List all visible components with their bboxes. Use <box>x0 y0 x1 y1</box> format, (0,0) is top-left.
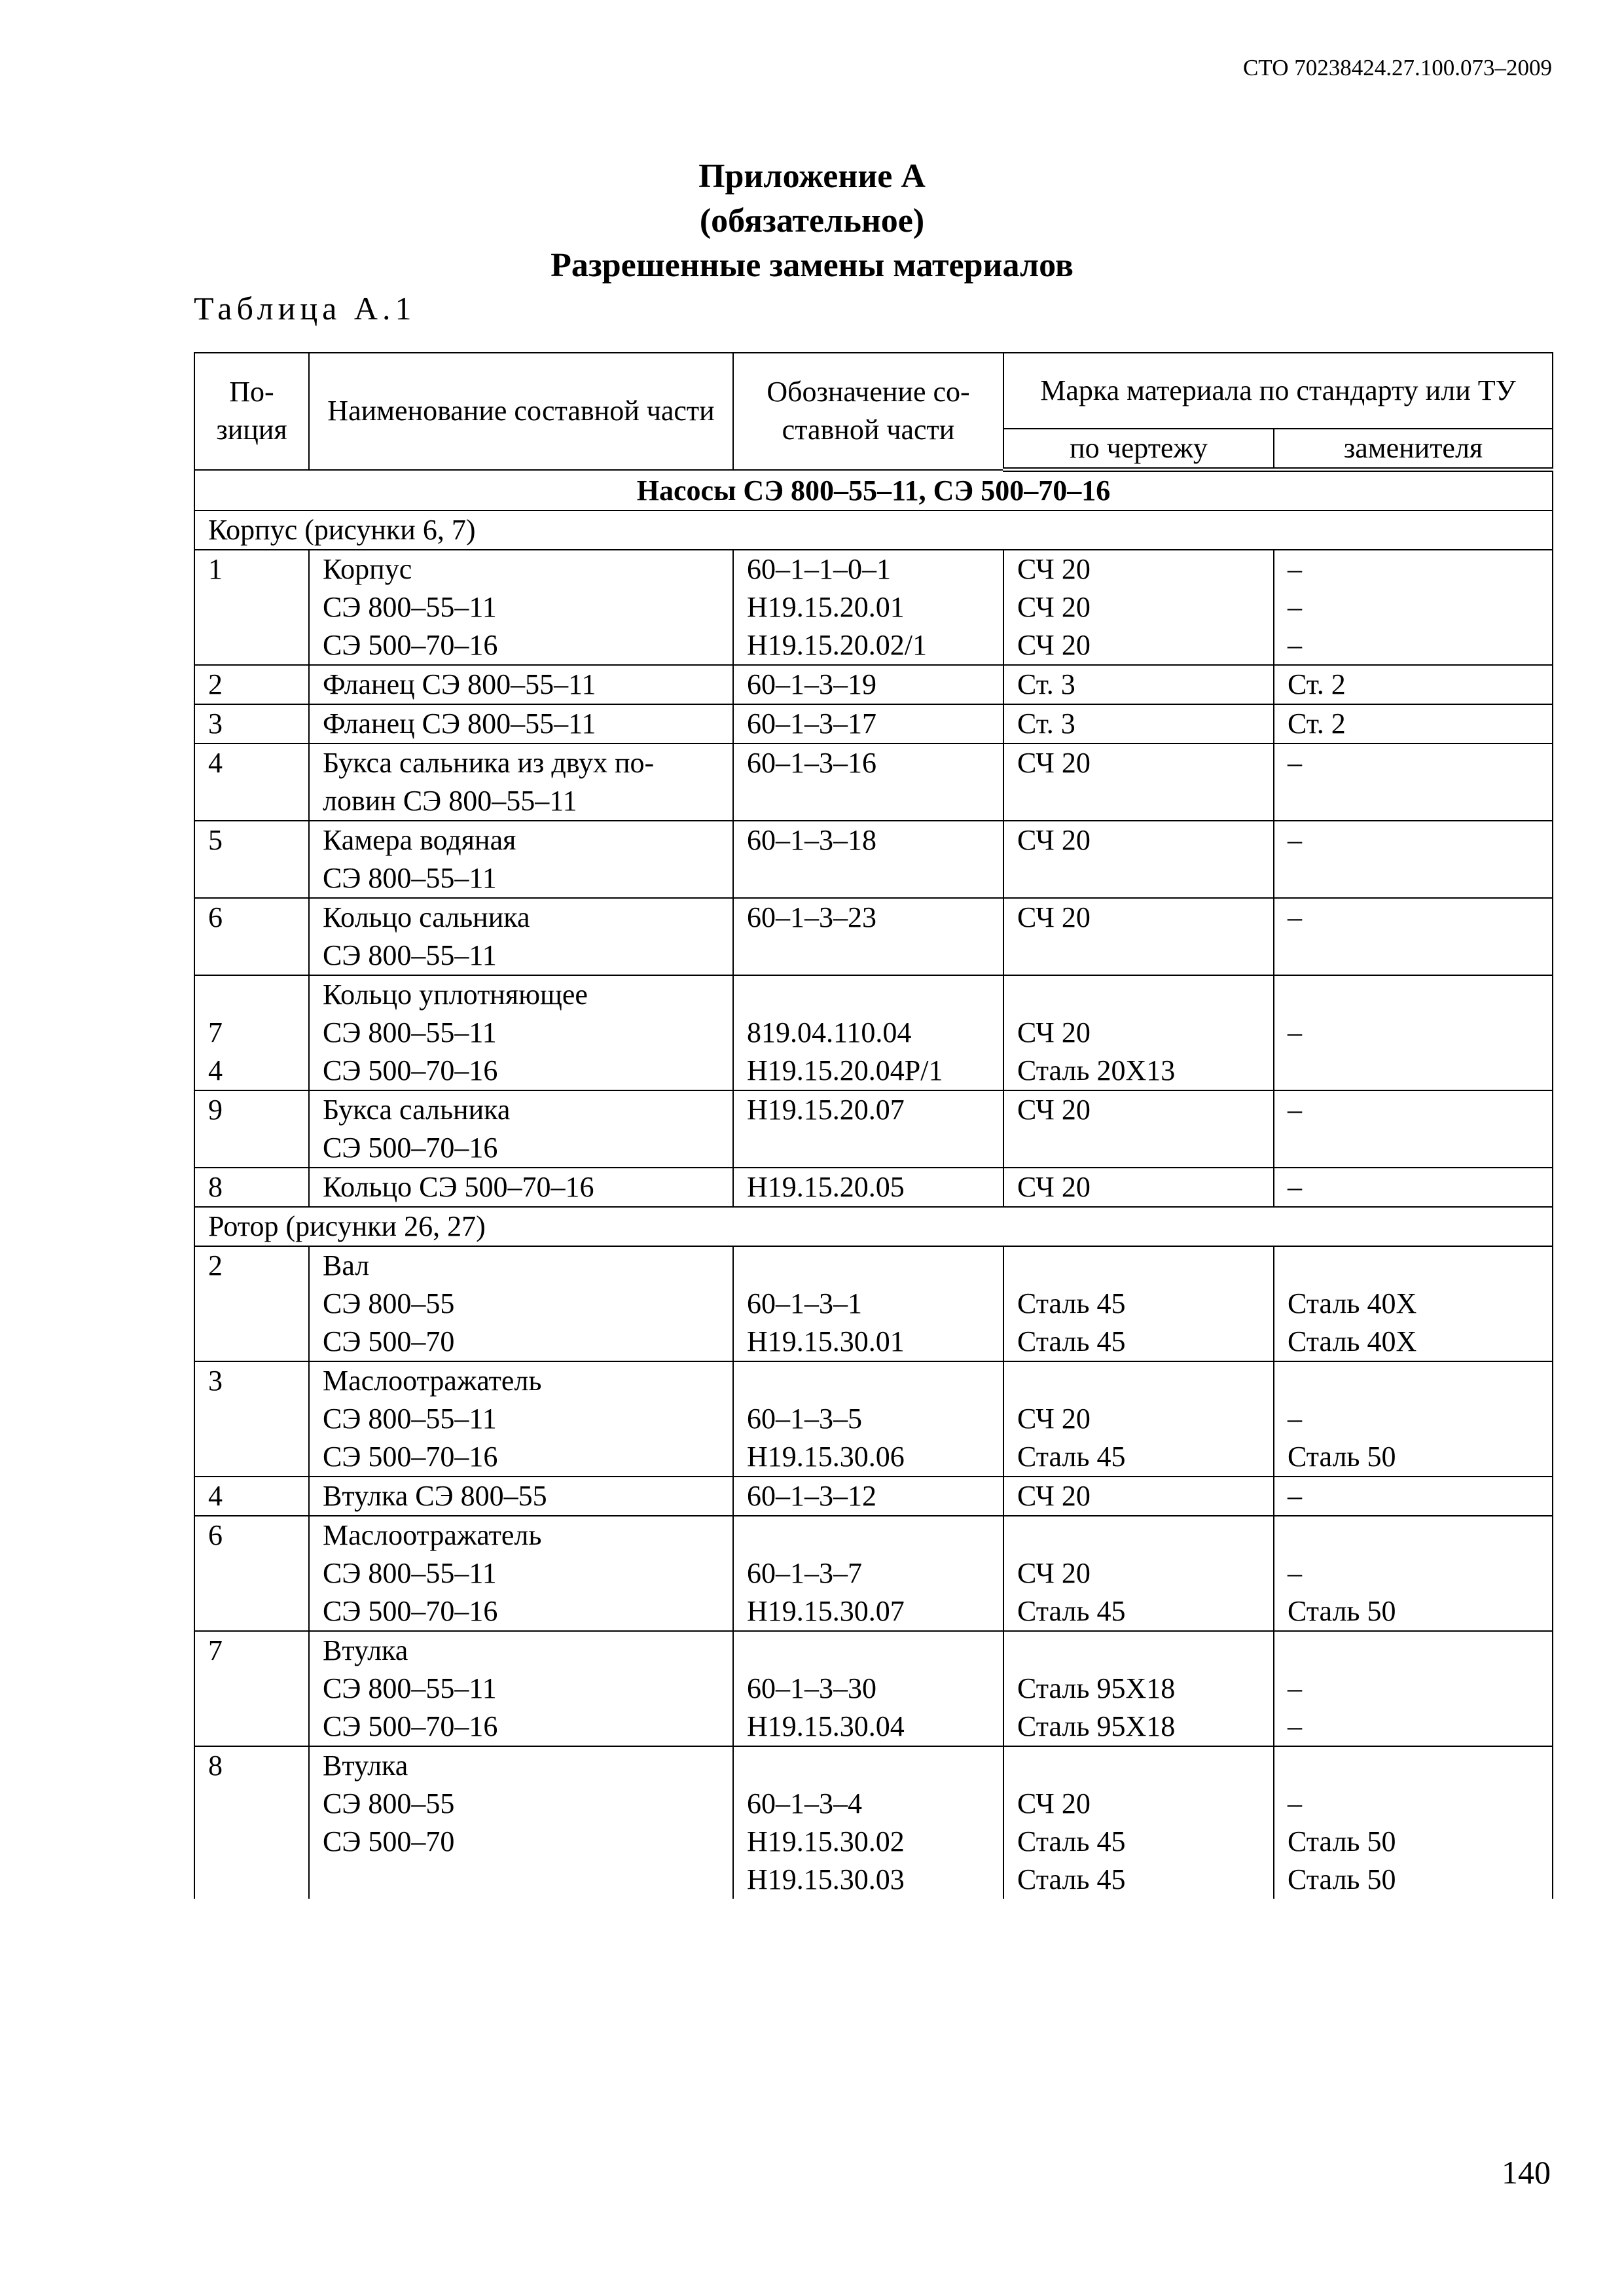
cell-line: СЧ 20 <box>1017 1787 1091 1820</box>
cell-line: 8 <box>208 1749 223 1782</box>
cell-line <box>747 976 1003 1014</box>
table-row <box>194 665 1553 704</box>
material-drawing-cell <box>1003 975 1274 1090</box>
cell-line: Вал <box>323 1249 370 1282</box>
cell-line: СЭ 800–55–11 <box>323 1557 497 1589</box>
cell-line: Н19.15.30.01 <box>747 1325 905 1357</box>
cell-line: 3 <box>208 1365 223 1397</box>
designation-cell <box>733 1090 1003 1168</box>
cell-line: СЭ 800–55 <box>323 1787 455 1820</box>
designation-cell <box>733 1361 1003 1477</box>
section-rotor-row <box>194 1207 1553 1246</box>
cell-line: 60–1–3–17 <box>747 708 876 740</box>
cell-line: 2 <box>208 1249 223 1282</box>
material-drawing-cell <box>1003 1746 1274 1899</box>
position-cell <box>194 704 309 744</box>
cell-line: Сталь 45 <box>1017 1441 1126 1473</box>
cell-line: Камера водяная <box>323 824 516 856</box>
cell-line: Ст. 3 <box>1017 708 1075 740</box>
material-substitute-cell <box>1274 1168 1553 1207</box>
cell-line: 7 <box>208 1634 223 1666</box>
appendix-heading: Приложение А <box>698 158 926 195</box>
designation-cell <box>733 704 1003 744</box>
cell-line: – <box>1288 1403 1302 1435</box>
cell-line: СЧ 20 <box>1017 629 1091 661</box>
material-drawing-cell <box>1003 1516 1274 1631</box>
cell-line <box>1288 1247 1552 1285</box>
cell-line: – <box>1288 1094 1302 1126</box>
cell-line: Кольцо уплотняющее <box>323 978 588 1011</box>
position-cell <box>194 550 309 665</box>
material-drawing-cell <box>1003 1246 1274 1361</box>
cell-line: 4 <box>208 1480 223 1512</box>
cell-line: – <box>1288 1557 1302 1589</box>
part-name-cell <box>309 1246 733 1361</box>
cell-line: 819.04.110.04 <box>747 1016 912 1049</box>
cell-line: Сталь 95Х18 <box>1017 1672 1176 1704</box>
cell-line: СЧ 20 <box>1017 1094 1091 1126</box>
page-number: 140 <box>1502 2154 1551 2191</box>
cell-line: 6 <box>208 901 223 933</box>
part-name-cell <box>309 1631 733 1746</box>
cell-line: Н19.15.20.01 <box>747 591 905 623</box>
position-cell <box>194 898 309 975</box>
position-cell <box>194 1477 309 1516</box>
cell-line <box>1017 1632 1273 1670</box>
cell-line: Н19.15.20.07 <box>747 1094 905 1126</box>
cell-line: Фланец СЭ 800–55–11 <box>323 668 596 700</box>
cell-line: СЭ 800–55–11 <box>323 939 497 971</box>
cell-line: СЧ 20 <box>1017 1480 1091 1512</box>
table-row <box>194 704 1553 744</box>
cell-line: 2 <box>208 668 223 700</box>
table-row <box>194 1090 1553 1168</box>
cell-line: 4 <box>208 1054 223 1086</box>
cell-line: Сталь 20Х13 <box>1017 1054 1176 1086</box>
cell-line: 60–1–3–5 <box>747 1403 862 1435</box>
cell-line: СЭ 500–70–16 <box>323 1441 498 1473</box>
cell-line: СЭ 500–70–16 <box>323 1054 498 1086</box>
part-name-cell <box>309 821 733 898</box>
designation-cell <box>733 1746 1003 1899</box>
designation-cell <box>733 665 1003 704</box>
material-drawing-cell <box>1003 550 1274 665</box>
cell-line: СЭ 800–55–11 <box>323 1672 497 1704</box>
position-cell <box>194 1090 309 1168</box>
cell-line: 60–1–3–1 <box>747 1287 862 1319</box>
table-row <box>194 1631 1553 1746</box>
part-name-cell <box>309 1516 733 1631</box>
cell-line <box>1017 1362 1273 1400</box>
cell-line <box>1288 1052 1552 1090</box>
header-designation: Обозначение со- ставной части <box>733 353 1003 470</box>
cell-line: Н19.15.30.07 <box>747 1595 905 1627</box>
position-cell <box>194 1361 309 1477</box>
part-name-cell <box>309 744 733 821</box>
document-code: СТО 70238424.27.100.073–2009 <box>1242 55 1552 81</box>
cell-line: 1 <box>208 553 223 585</box>
cell-line: 60–1–3–7 <box>747 1557 862 1589</box>
cell-line: 5 <box>208 824 223 856</box>
cell-line: 60–1–3–4 <box>747 1787 862 1820</box>
cell-line: Сталь 45 <box>1017 1325 1126 1357</box>
cell-line: 6 <box>208 1519 223 1551</box>
cell-line: СЭ 500–70 <box>323 1325 455 1357</box>
position-cell <box>194 744 309 821</box>
cell-line: СЭ 800–55–11 <box>323 591 497 623</box>
part-name-cell <box>309 665 733 704</box>
pump-group-title-row <box>194 470 1553 511</box>
cell-line: Ст. 2 <box>1288 668 1346 700</box>
cell-line: 9 <box>208 1094 223 1126</box>
designation-cell <box>733 744 1003 821</box>
position-cell <box>194 821 309 898</box>
cell-line: Сталь 50 <box>1288 1863 1396 1895</box>
table-row <box>194 975 1553 1090</box>
cell-line: Букса сальника из двух по- <box>323 747 655 779</box>
cell-line <box>1288 1747 1552 1785</box>
cell-line: 60–1–3–18 <box>747 824 876 856</box>
designation-cell <box>733 1631 1003 1746</box>
position-cell <box>194 975 309 1090</box>
cell-line: Н19.15.30.04 <box>747 1710 905 1742</box>
table-body <box>194 470 1553 1899</box>
cell-line: 4 <box>208 747 223 779</box>
cell-line: Сталь 40Х <box>1288 1325 1417 1357</box>
table-row <box>194 1246 1553 1361</box>
part-name-cell <box>309 1168 733 1207</box>
cell-line: СЭ 800–55–11 <box>323 1016 497 1049</box>
designation-cell <box>733 821 1003 898</box>
cell-line: – <box>1288 1710 1302 1742</box>
material-substitute-cell <box>1274 550 1553 665</box>
cell-line: – <box>1288 747 1302 779</box>
material-drawing-cell <box>1003 665 1274 704</box>
cell-line <box>1017 1747 1273 1785</box>
table-row <box>194 1361 1553 1477</box>
table-caption: Таблица А.1 <box>194 290 416 327</box>
cell-line: – <box>1288 1016 1302 1049</box>
material-drawing-cell <box>1003 1361 1274 1477</box>
cell-line: – <box>1288 1672 1302 1704</box>
table-row <box>194 1516 1553 1631</box>
material-drawing-cell <box>1003 821 1274 898</box>
cell-line <box>747 1247 1003 1285</box>
table-row <box>194 1168 1553 1207</box>
cell-line: СЧ 20 <box>1017 747 1091 779</box>
position-cell <box>194 1631 309 1746</box>
material-substitute-cell <box>1274 704 1553 744</box>
cell-line <box>323 1861 732 1899</box>
cell-line: 60–1–3–12 <box>747 1480 876 1512</box>
cell-line: 60–1–3–30 <box>747 1672 876 1704</box>
cell-line: Сталь 45 <box>1017 1825 1126 1857</box>
header-material-grade: Марка материала по стандарту или ТУ <box>1003 353 1553 429</box>
position-cell <box>194 1516 309 1631</box>
cell-line: СЭ 500–70–16 <box>323 1595 498 1627</box>
header-by-drawing: по чертежу <box>1003 429 1274 470</box>
designation-cell <box>733 1246 1003 1361</box>
material-substitute-cell <box>1274 744 1553 821</box>
cell-line: СЭ 500–70–16 <box>323 629 498 661</box>
header-substitute: заменителя <box>1274 429 1553 470</box>
pump-group-title: Насосы СЭ 800–55–11, СЭ 500–70–16 <box>194 470 1553 511</box>
material-drawing-cell <box>1003 1477 1274 1516</box>
cell-line: – <box>1288 629 1302 661</box>
table-row <box>194 821 1553 898</box>
cell-line: Букса сальника <box>323 1094 511 1126</box>
part-name-cell <box>309 704 733 744</box>
cell-line <box>1288 1362 1552 1400</box>
cell-line: СЭ 800–55 <box>323 1287 455 1319</box>
cell-line <box>1017 1516 1273 1554</box>
cell-line: Н19.15.30.03 <box>747 1863 905 1895</box>
cell-line: Сталь 50 <box>1288 1441 1396 1473</box>
material-substitute-cell <box>1274 898 1553 975</box>
cell-line: – <box>1288 591 1302 623</box>
material-drawing-cell <box>1003 1168 1274 1207</box>
cell-line: СЧ 20 <box>1017 1171 1091 1203</box>
cell-line: Сталь 45 <box>1017 1863 1126 1895</box>
cell-line: СЧ 20 <box>1017 824 1091 856</box>
appendix-subject: Разрешенные замены материалов <box>550 247 1074 284</box>
cell-line: Маслоотражатель <box>323 1365 542 1397</box>
cell-line: 60–1–3–16 <box>747 747 876 779</box>
table-row <box>194 550 1553 665</box>
cell-line: Н19.15.20.02/1 <box>747 629 927 661</box>
cell-line <box>1288 976 1552 1014</box>
cell-line <box>1017 1247 1273 1285</box>
cell-line: СЭ 800–55–11 <box>323 1403 497 1435</box>
cell-line: Н19.15.20.04Р/1 <box>747 1054 943 1086</box>
material-drawing-cell <box>1003 704 1274 744</box>
cell-line: 60–1–3–23 <box>747 901 876 933</box>
part-name-cell <box>309 1746 733 1899</box>
cell-line: СЭ 500–70 <box>323 1825 455 1857</box>
cell-line: 7 <box>208 1016 223 1049</box>
designation-cell <box>733 1477 1003 1516</box>
material-substitute-cell <box>1274 975 1553 1090</box>
section-housing: Корпус (рисунки 6, 7) <box>194 511 1553 550</box>
cell-line: – <box>1288 901 1302 933</box>
cell-line <box>747 1747 1003 1785</box>
cell-line: 60–1–3–19 <box>747 668 876 700</box>
cell-line <box>1288 1632 1552 1670</box>
material-drawing-cell <box>1003 1090 1274 1168</box>
designation-cell <box>733 975 1003 1090</box>
material-substitute-cell <box>1274 1090 1553 1168</box>
cell-line: Сталь 40Х <box>1288 1287 1417 1319</box>
cell-line: СЭ 500–70–16 <box>323 1710 498 1742</box>
position-cell <box>194 665 309 704</box>
cell-line: СЭ 500–70–16 <box>323 1132 498 1164</box>
position-cell <box>194 1168 309 1207</box>
part-name-cell <box>309 1477 733 1516</box>
material-drawing-cell <box>1003 744 1274 821</box>
material-substitute-cell <box>1274 1746 1553 1899</box>
material-substitute-cell <box>1274 1477 1553 1516</box>
table-header-row <box>194 353 1553 429</box>
cell-line: 8 <box>208 1171 223 1203</box>
material-substitute-cell <box>1274 1361 1553 1477</box>
cell-line <box>747 1516 1003 1554</box>
material-substitute-cell <box>1274 1246 1553 1361</box>
material-substitute-cell <box>1274 821 1553 898</box>
cell-line: Ст. 2 <box>1288 708 1346 740</box>
cell-line: – <box>1288 1171 1302 1203</box>
cell-line: Сталь 95Х18 <box>1017 1710 1176 1742</box>
table-row <box>194 1477 1553 1516</box>
cell-line: Н19.15.20.05 <box>747 1171 905 1203</box>
material-substitute-cell <box>1274 1631 1553 1746</box>
cell-line: СЧ 20 <box>1017 1557 1091 1589</box>
material-substitute-cell <box>1274 1516 1553 1631</box>
cell-line: СЧ 20 <box>1017 1403 1091 1435</box>
header-part-name: Наименование составной части <box>309 353 733 470</box>
material-drawing-cell <box>1003 898 1274 975</box>
cell-line: – <box>1288 1787 1302 1820</box>
cell-line: – <box>1288 1480 1302 1512</box>
cell-line: ловин СЭ 800–55–11 <box>323 785 577 817</box>
materials-table <box>194 352 1553 1899</box>
part-name-cell <box>309 975 733 1090</box>
cell-line: – <box>1288 824 1302 856</box>
cell-line <box>747 1362 1003 1400</box>
cell-line <box>1288 1516 1552 1554</box>
cell-line: СЧ 20 <box>1017 553 1091 585</box>
cell-line: Сталь 50 <box>1288 1825 1396 1857</box>
position-cell <box>194 1746 309 1899</box>
cell-line: СЧ 20 <box>1017 901 1091 933</box>
cell-line: Ст. 3 <box>1017 668 1075 700</box>
cell-line: Н19.15.30.06 <box>747 1441 905 1473</box>
cell-line: Сталь 45 <box>1017 1595 1126 1627</box>
section-housing-row <box>194 511 1553 550</box>
appendix-title <box>0 154 1624 288</box>
cell-line: СЭ 800–55–11 <box>323 862 497 894</box>
designation-cell <box>733 550 1003 665</box>
cell-line <box>208 976 308 1014</box>
cell-line: 60–1–1–0–1 <box>747 553 891 585</box>
cell-line: Фланец СЭ 800–55–11 <box>323 708 596 740</box>
cell-line: 3 <box>208 708 223 740</box>
cell-line: СЧ 20 <box>1017 1016 1091 1049</box>
cell-line: Втулка СЭ 800–55 <box>323 1480 547 1512</box>
table-row <box>194 1746 1553 1899</box>
part-name-cell <box>309 1361 733 1477</box>
designation-cell <box>733 1168 1003 1207</box>
cell-line <box>1017 976 1273 1014</box>
designation-cell <box>733 1516 1003 1631</box>
cell-line: СЧ 20 <box>1017 591 1091 623</box>
cell-line <box>747 1632 1003 1670</box>
part-name-cell <box>309 1090 733 1168</box>
table-row <box>194 744 1553 821</box>
cell-line: Кольцо сальника <box>323 901 530 933</box>
cell-line: Маслоотражатель <box>323 1519 542 1551</box>
cell-line: Сталь 45 <box>1017 1287 1126 1319</box>
designation-cell <box>733 898 1003 975</box>
cell-line: – <box>1288 553 1302 585</box>
cell-line: Втулка <box>323 1634 408 1666</box>
cell-line: Втулка <box>323 1749 408 1782</box>
appendix-status: (обязательное) <box>699 202 925 240</box>
material-drawing-cell <box>1003 1631 1274 1746</box>
cell-line: Сталь 50 <box>1288 1595 1396 1627</box>
material-substitute-cell <box>1274 665 1553 704</box>
cell-line: Корпус <box>323 553 412 585</box>
table-row <box>194 898 1553 975</box>
cell-line: Н19.15.30.02 <box>747 1825 905 1857</box>
header-position: По- зиция <box>194 353 309 470</box>
position-cell <box>194 1246 309 1361</box>
cell-line: Кольцо СЭ 500–70–16 <box>323 1171 594 1203</box>
part-name-cell <box>309 898 733 975</box>
section-rotor: Ротор (рисунки 26, 27) <box>194 1207 1553 1246</box>
part-name-cell <box>309 550 733 665</box>
